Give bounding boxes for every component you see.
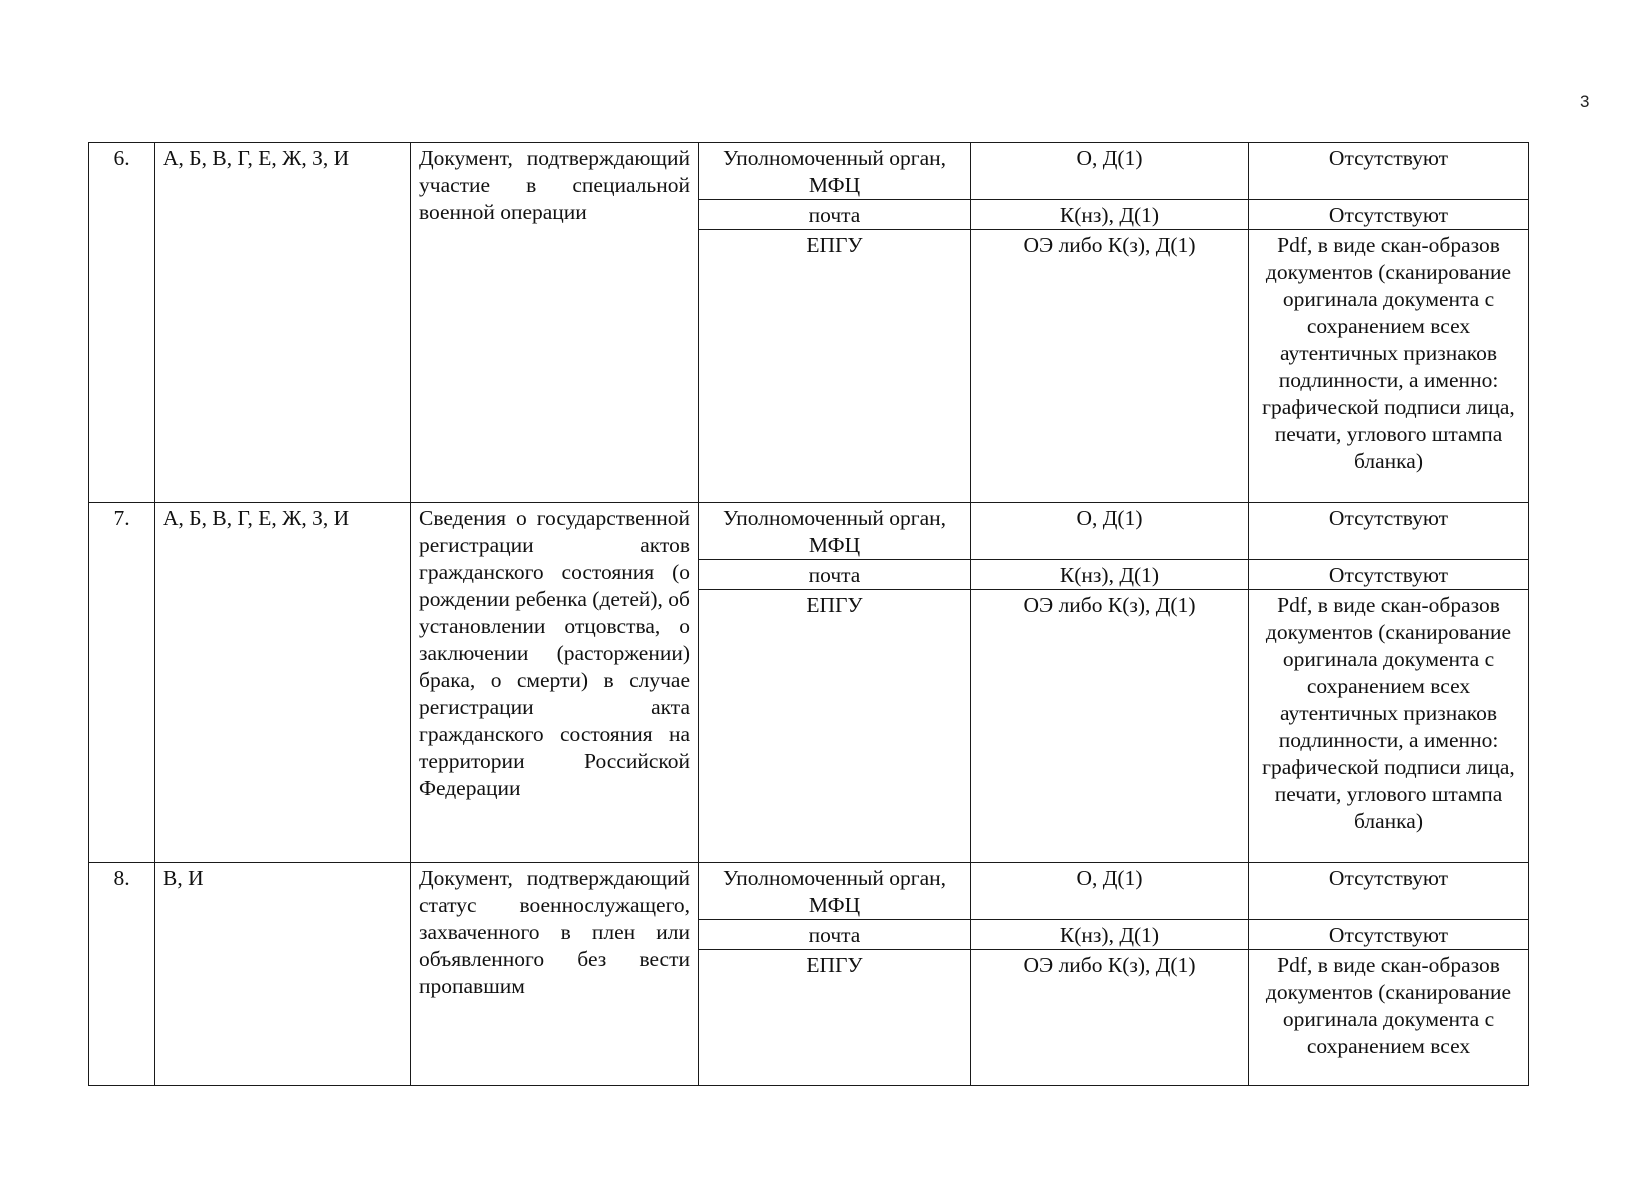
row-categories: В, И (155, 863, 411, 1086)
document-form: К(нз), Д(1) (971, 200, 1249, 230)
document-name: Документ, подтверждающий статус военнослужащего, захваченного в плен или объявленного без вести пропавшим (411, 863, 699, 1086)
document-form: К(нз), Д(1) (971, 920, 1249, 950)
document-form: О, Д(1) (971, 863, 1249, 920)
table-row (89, 143, 1529, 200)
document-name: Документ, подтверждающий участие в специальной военной операции (411, 143, 699, 503)
submission-method: ЕПГУ (699, 590, 971, 863)
document-requirements: Pdf, в виде скан-образов документов (сканирование оригинала документа с сохранением всех аутентичных признаков подлинности, а именно: графической подписи лица, печати, углового штампа бланка) (1249, 590, 1529, 863)
table-row (89, 503, 1529, 560)
document-form: ОЭ либо К(з), Д(1) (971, 950, 1249, 1086)
document-form: О, Д(1) (971, 503, 1249, 560)
document-requirements: Отсутствуют (1249, 863, 1529, 920)
document-requirements: Отсутствуют (1249, 143, 1529, 200)
document-form: ОЭ либо К(з), Д(1) (971, 590, 1249, 863)
document-requirements: Отсутствуют (1249, 200, 1529, 230)
document-requirements: Pdf, в виде скан-образов документов (сканирование оригинала документа с сохранением всех аутентичных признаков подлинности, а именно: графической подписи лица, печати, углового штампа бланка) (1249, 230, 1529, 503)
row-number: 8. (89, 863, 155, 1086)
documents-table (88, 142, 1529, 1086)
submission-method: почта (699, 920, 971, 950)
submission-method: ЕПГУ (699, 230, 971, 503)
submission-method: ЕПГУ (699, 950, 971, 1086)
row-number: 6. (89, 143, 155, 503)
document-name: Сведения о государственной регистрации актов гражданского состояния (о рождении ребенка (детей), об установлении отцовства, о заключении (расторжении) брака, о смерти) в случае регистрации акта гражданского состояния на территории Российской Федерации (411, 503, 699, 863)
submission-method: Уполномоченный орган, МФЦ (699, 863, 971, 920)
document-requirements: Отсутствуют (1249, 920, 1529, 950)
row-categories: А, Б, В, Г, Е, Ж, З, И (155, 143, 411, 503)
submission-method: почта (699, 560, 971, 590)
submission-method: почта (699, 200, 971, 230)
document-requirements: Pdf, в виде скан-образов документов (сканирование оригинала документа с сохранением всех (1249, 950, 1529, 1086)
document-requirements: Отсутствуют (1249, 560, 1529, 590)
submission-method: Уполномоченный орган, МФЦ (699, 503, 971, 560)
document-form: О, Д(1) (971, 143, 1249, 200)
row-categories: А, Б, В, Г, Е, Ж, З, И (155, 503, 411, 863)
document-form: ОЭ либо К(з), Д(1) (971, 230, 1249, 503)
page-number: 3 (1580, 92, 1590, 111)
submission-method: Уполномоченный орган, МФЦ (699, 143, 971, 200)
row-number: 7. (89, 503, 155, 863)
document-form: К(нз), Д(1) (971, 560, 1249, 590)
document-requirements: Отсутствуют (1249, 503, 1529, 560)
table-row (89, 863, 1529, 920)
